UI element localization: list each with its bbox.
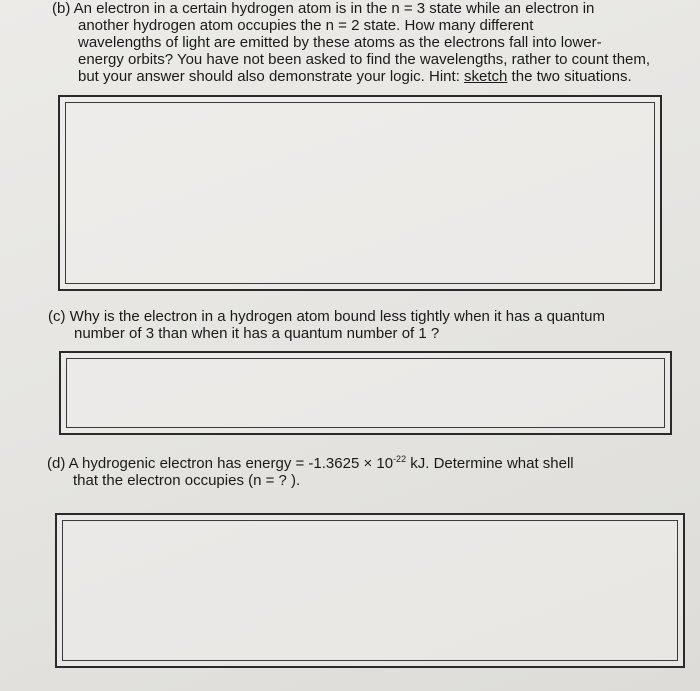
question-b-line-5-end: the two situations. [507, 68, 632, 85]
question-d-line-1 [47, 455, 574, 472]
question-d-line-2: that the electron occupies (n = ? ). [73, 472, 301, 489]
answer-box-d-inner-border [62, 520, 678, 661]
question-d-line-1-end: kJ. Determine what shell [406, 455, 574, 472]
question-b-line-5 [52, 68, 650, 85]
answer-box-b-inner-border [65, 102, 655, 284]
answer-box-b[interactable] [58, 95, 662, 291]
question-d-exponent: -22 [393, 454, 407, 464]
question-d-energy-text: (d) A hydrogenic electron has energy = -1.3625 × 10 [47, 455, 394, 472]
answer-box-c-inner-border [66, 358, 665, 428]
question-d [47, 455, 574, 489]
question-b-line-2: another hydrogen atom occupies the n = 2 state. How many different [78, 17, 534, 34]
sketch-underlined-word: sketch [464, 68, 508, 85]
answer-box-d[interactable] [55, 513, 685, 668]
question-c-line-2: number of 3 than when it has a quantum number of 1 ? [74, 325, 440, 342]
answer-box-c[interactable] [59, 351, 672, 435]
question-b-line-4: energy orbits? You have not been asked to find the wavelengths, rather to count them, [78, 51, 651, 68]
question-b [52, 0, 650, 85]
question-c-line-1: (c) Why is the electron in a hydrogen atom bound less tightly when it has a quantum [48, 308, 605, 325]
question-c [48, 308, 605, 342]
question-b-line-3: wavelengths of light are emitted by these atoms as the electrons fall into lower- [78, 34, 602, 51]
question-b-line-5-text: but your answer should also demonstrate your logic. Hint: [78, 68, 465, 85]
question-b-line-1: (b) An electron in a certain hydrogen atom is in the n = 3 state while an electron in [52, 0, 595, 17]
